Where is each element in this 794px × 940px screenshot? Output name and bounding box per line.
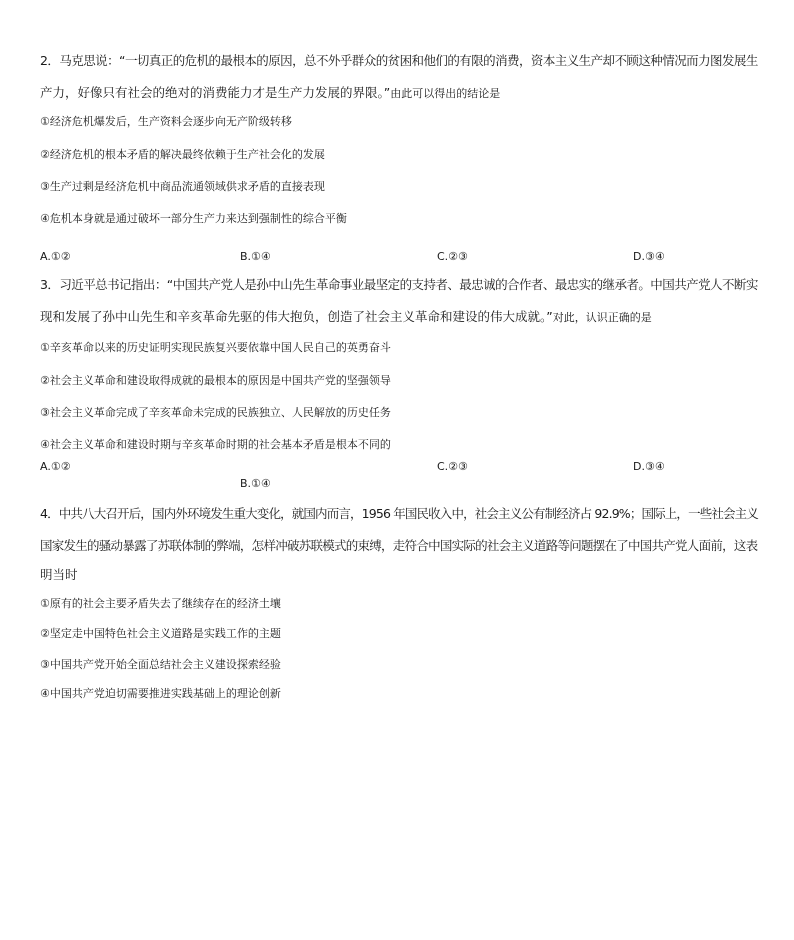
q3-item-2: ②社会主义革命和建设取得成就的最根本的原因是中国共产党的坚强领导 [40, 374, 391, 387]
q2-option-d[interactable]: D.③④ [633, 250, 665, 263]
q4-item-3: ③中国共产党开始全面总结社会主义建设探索经验 [40, 658, 281, 671]
q3-option-b[interactable]: B.①④ [240, 477, 271, 490]
q3-stem-quote-end: 现和发展了孙中山先生和辛亥革命先驱的伟大抱负，创造了社会主义革命和建设的伟大成就。” [40, 309, 553, 324]
q2-item-2: ②经济危机的根本矛盾的解决最终依赖于生产社会化的发展 [40, 148, 325, 161]
q2-item-4: ④危机本身就是通过破坏一部分生产力来达到强制性的综合平衡 [40, 212, 347, 225]
q2-item-1: ①经济危机爆发后，生产资料会逐步向无产阶级转移 [40, 115, 292, 128]
q3-item-4: ④社会主义革命和建设时期与辛亥革命时期的社会基本矛盾是根本不同的 [40, 438, 391, 451]
q2-stem-line1: 2．马克思说：“一切真正的危机的最根本的原因，总不外乎群众的贫困和他们的有限的消费，资本主义生产却不顾这种情况而力图发展生 [40, 53, 758, 68]
q2-stem-quote-end: 产力，好像只有社会的绝对的消费能力才是生产力发展的界限。” [40, 85, 391, 100]
q3-stem-line1: 3．习近平总书记指出：“中国共产党人是孙中山先生革命事业最坚定的支持者、最忠诚的合作者、最忠实的继承者。中国共产党人不断实 [40, 277, 758, 292]
q4-item-2: ②坚定走中国特色社会主义道路是实践工作的主题 [40, 627, 281, 640]
q3-option-a[interactable]: A.①② [40, 460, 71, 473]
q2-option-b[interactable]: B.①④ [240, 250, 271, 263]
q3-item-1: ①辛亥革命以来的历史证明实现民族复兴要依靠中国人民自己的英勇奋斗 [40, 341, 391, 354]
q3-option-c[interactable]: C.②③ [437, 460, 468, 473]
q2-stem-question: 由此可以得出的结论是 [390, 87, 501, 100]
q4-item-1: ①原有的社会主要矛盾失去了继续存在的经济土壤 [40, 597, 281, 610]
q3-option-d[interactable]: D.③④ [633, 460, 665, 473]
q2-stem-line2 [40, 85, 500, 102]
q3-stem-question: 对此，认识正确的是 [552, 311, 652, 324]
q2-option-c[interactable]: C.②③ [437, 250, 468, 263]
q3-stem-line2 [40, 309, 652, 326]
q3-item-3: ③社会主义革命完成了辛亥革命未完成的民族独立、人民解放的历史任务 [40, 406, 391, 419]
q2-item-3: ③生产过剩是经济危机中商品流通领域供求矛盾的直接表现 [40, 180, 325, 193]
q2-option-a[interactable]: A.①② [40, 250, 71, 263]
q4-stem-line1: 4．中共八大召开后，国内外环境发生重大变化，就国内而言，1956 年国民收入中，社会主义公有制经济占 92.9%；国际上，一些社会主义 [40, 506, 758, 521]
q4-stem-line3: 明当时 [40, 567, 78, 582]
q4-stem-line2: 国家发生的骚动暴露了苏联体制的弊端，怎样冲破苏联模式的束缚，走符合中国实际的社会主义道路等问题摆在了中国共产党人面前，这表 [40, 538, 758, 553]
q4-item-4: ④中国共产党迫切需要推进实践基础上的理论创新 [40, 687, 281, 700]
